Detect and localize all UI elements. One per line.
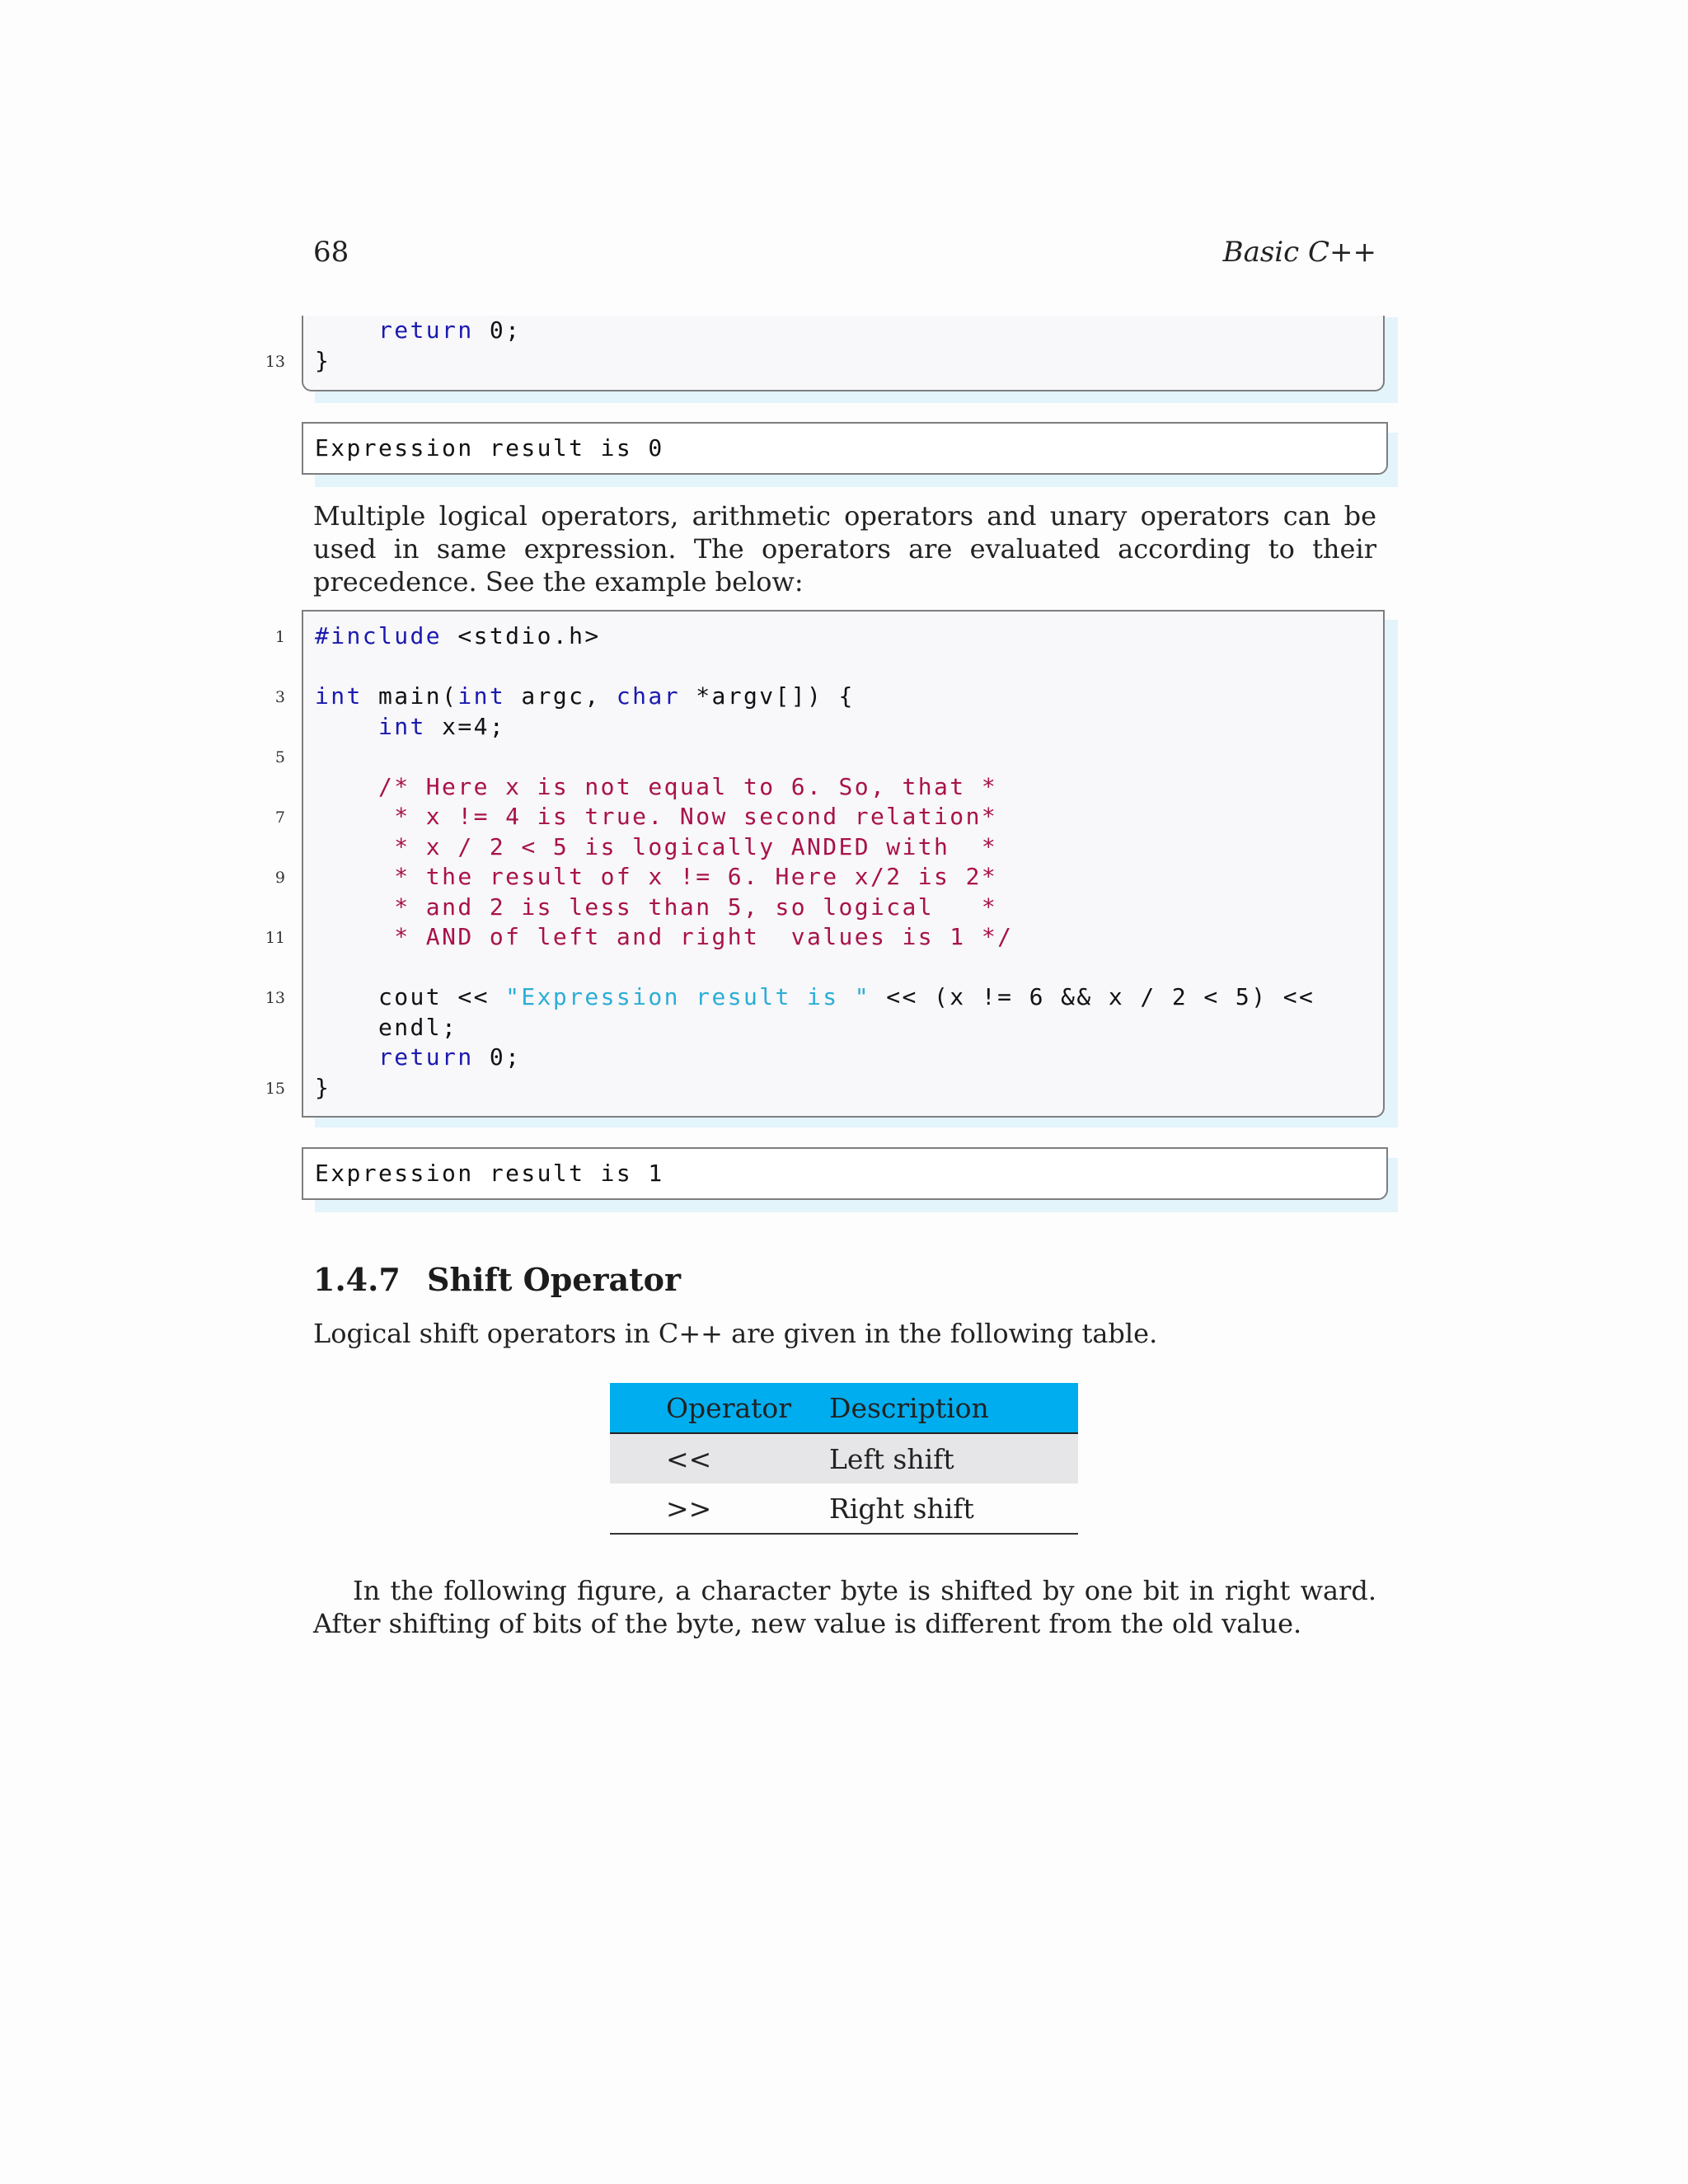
table-row [610,1483,1078,1534]
line-number: 15 [265,1079,285,1098]
body-paragraph: Logical shift operators in C++ are given in the following table. [313,1318,1158,1349]
code-block [265,610,1398,1116]
code-token [315,863,394,890]
code-token [315,316,378,344]
code-token: * x / 2 < 5 is logically ANDED with * [394,832,998,860]
code-line [315,712,505,742]
table-header-cell: Description [829,1383,1078,1433]
code-token: } [315,1073,331,1101]
code-token: return [378,316,474,344]
code-line [315,1073,331,1103]
code-token: * x != 4 is true. Now second relation* [394,803,998,830]
code-token [315,893,394,921]
code-token: * AND of left and right values is 1 */ [394,923,1014,950]
code-token: <stdio.h> [442,622,601,649]
line-number [262,1013,285,1043]
code-token: char [616,682,680,710]
code-line [315,1013,457,1043]
line-number [262,832,285,862]
body-paragraph: In the following figure, a character byte is shifted by one bit in right ward. After shifting of bits of the byte, new value is different from the old value. [313,1575,1376,1639]
line-number: 13 [265,352,285,371]
code-token: int [378,712,426,740]
table-header-row [610,1383,1078,1433]
table-cell: Left shift [829,1433,1078,1483]
code-token [315,1043,378,1071]
line-number [262,772,285,802]
code-token [315,773,378,800]
code-token: endl; [315,1013,458,1041]
body-paragraph: Multiple logical operators, arithmetic operators and unary operators can be used in same expression. The operators are evaluated according to their precedence. See the example below: [313,500,1376,598]
code-token [315,833,394,860]
table-cell: >> [610,1483,829,1534]
chapter-title: Basic C++ [1222,236,1376,269]
program-output [302,1147,1388,1200]
line-number [262,953,285,982]
code-token [315,803,394,830]
line-number: 7 [274,808,285,827]
code-token [315,713,378,740]
line-number: 13 [265,989,285,1007]
line-number [262,1043,285,1072]
code-line [315,621,601,651]
shift-operator-table [610,1383,1078,1535]
table-header-cell: Operator [610,1383,829,1433]
line-number: 1 [274,628,285,646]
line-number [262,893,285,922]
table-row [610,1433,1078,1483]
output-text: Expression result is 0 [315,434,664,462]
section-heading [313,1261,681,1298]
code-token: cout << [315,983,506,1010]
code-token: * the result of x != 6. Here x/2 is 2* [394,863,998,890]
line-number: 9 [274,869,285,887]
code-token: *argv[]) { [679,682,855,710]
code-token: 0; [473,1043,522,1071]
code-token: argc, [505,682,617,710]
code-token: * and 2 is less than 5, so logical * [394,893,998,921]
section-title: Shift Operator [427,1261,682,1298]
code-token: int [315,682,363,710]
code-line [315,316,521,345]
code-token: return [378,1043,474,1071]
line-number: 5 [274,748,285,766]
code-token: /* Here x is not equal to 6. So, that * [378,772,998,800]
page-number: 68 [313,236,349,269]
code-token: main( [362,682,458,710]
code-line [315,832,997,862]
line-number [262,712,285,742]
code-line [315,1043,521,1072]
code-token [315,923,394,950]
code-line [315,862,997,892]
code-line [315,802,997,832]
code-line [315,922,1013,952]
code-token: "Expression result is " [505,983,871,1010]
output-text: Expression result is 1 [315,1160,664,1187]
line-number [262,652,285,682]
code-token: x=4; [425,712,506,740]
code-token: 0; [473,316,522,344]
table-cell: Right shift [829,1483,1078,1534]
program-output [302,422,1388,475]
code-block-continued [265,316,1398,391]
code-line [315,346,331,376]
line-number: 11 [265,929,285,947]
code-line [315,682,855,711]
code-line [315,893,997,922]
code-line [315,772,997,802]
table-cell: << [610,1433,829,1483]
code-token: << (x != 6 && x / 2 < 5) << [870,983,1315,1010]
code-line [315,982,1315,1012]
line-number: 3 [274,688,285,706]
line-number [262,316,285,345]
code-token: int [457,682,506,710]
code-token: } [315,346,331,374]
code-token: #include [315,622,443,649]
section-number: 1.4.7 [313,1261,401,1298]
